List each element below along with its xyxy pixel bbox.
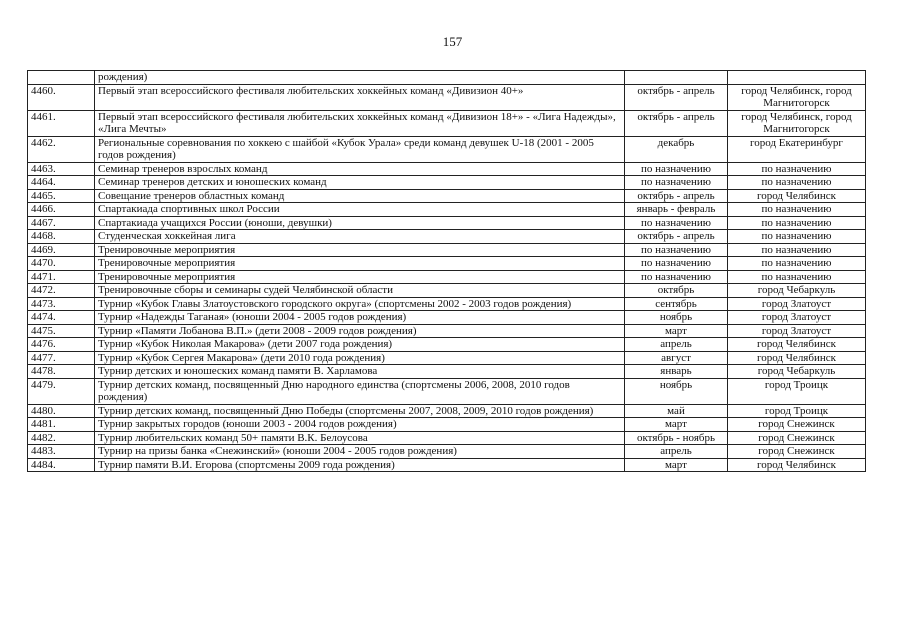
table-row — [28, 445, 866, 459]
events-table — [27, 70, 866, 472]
page-number: 157 — [442, 34, 463, 49]
table-row — [28, 378, 866, 404]
row-number: 4470. — [28, 257, 95, 271]
row-number: 4463. — [28, 162, 95, 176]
table-row — [28, 458, 866, 472]
event-name: Студенческая хоккейная лига — [95, 230, 625, 244]
event-date: январь — [625, 365, 728, 379]
event-date: ноябрь — [625, 311, 728, 325]
row-number — [28, 71, 95, 85]
row-number: 4472. — [28, 284, 95, 298]
event-place: по назначению — [728, 257, 866, 271]
table-row — [28, 297, 866, 311]
event-place: город Златоуст — [728, 324, 866, 338]
table-row — [28, 176, 866, 190]
event-name: Турнир «Памяти Лобанова В.П.» (дети 2008 - 2009 годов рождения) — [95, 324, 625, 338]
event-name: Спартакиада учащихся России (юноши, девушки) — [95, 216, 625, 230]
row-number: 4483. — [28, 445, 95, 459]
event-date: март — [625, 418, 728, 432]
table-row — [28, 418, 866, 432]
table-row — [28, 404, 866, 418]
event-name: Турнир любительских команд 50+ памяти В.К. Белоусова — [95, 431, 625, 445]
table-row — [28, 351, 866, 365]
event-place: по назначению — [728, 270, 866, 284]
row-number: 4469. — [28, 243, 95, 257]
row-number: 4464. — [28, 176, 95, 190]
event-date: сентябрь — [625, 297, 728, 311]
event-name: Семинар тренеров детских и юношеских команд — [95, 176, 625, 190]
table-row — [28, 110, 866, 136]
event-name: Семинар тренеров взрослых команд — [95, 162, 625, 176]
table-row — [28, 84, 866, 110]
event-name: Совещание тренеров областных команд — [95, 189, 625, 203]
event-date: декабрь — [625, 136, 728, 162]
event-date: март — [625, 324, 728, 338]
event-place: город Челябинск, город Магнитогорск — [728, 84, 866, 110]
event-date: ноябрь — [625, 378, 728, 404]
row-number: 4476. — [28, 338, 95, 352]
event-date: январь - февраль — [625, 203, 728, 217]
event-date: по назначению — [625, 216, 728, 230]
event-date: октябрь - апрель — [625, 230, 728, 244]
event-date: май — [625, 404, 728, 418]
row-number: 4467. — [28, 216, 95, 230]
event-place: по назначению — [728, 216, 866, 230]
event-name: рождения) — [95, 71, 625, 85]
event-place: по назначению — [728, 230, 866, 244]
event-place: город Челябинск — [728, 351, 866, 365]
table-row — [28, 230, 866, 244]
table-row — [28, 162, 866, 176]
event-name: Турнир «Надежды Таганая» (юноши 2004 - 2005 годов рождения) — [95, 311, 625, 325]
event-date: август — [625, 351, 728, 365]
event-place: город Снежинск — [728, 418, 866, 432]
table-row — [28, 365, 866, 379]
table-row — [28, 338, 866, 352]
row-number: 4473. — [28, 297, 95, 311]
event-name: Региональные соревнования по хоккею с шайбой «Кубок Урала» среди команд девушек U-18 (2001 - 2005 годов рождения) — [95, 136, 625, 162]
event-place — [728, 71, 866, 85]
row-number: 4479. — [28, 378, 95, 404]
row-number: 4460. — [28, 84, 95, 110]
event-date: апрель — [625, 338, 728, 352]
event-date: по назначению — [625, 257, 728, 271]
event-name: Первый этап всероссийского фестиваля любительских хоккейных команд «Дивизион 18+» - «Лига Надежды», «Лига Мечты» — [95, 110, 625, 136]
row-number: 4475. — [28, 324, 95, 338]
row-number: 4474. — [28, 311, 95, 325]
table-row — [28, 216, 866, 230]
event-date: октябрь — [625, 284, 728, 298]
table-row — [28, 189, 866, 203]
table-row — [28, 243, 866, 257]
event-name: Тренировочные мероприятия — [95, 243, 625, 257]
table-row — [28, 203, 866, 217]
event-date: март — [625, 458, 728, 472]
table-row — [28, 136, 866, 162]
event-place: город Троицк — [728, 378, 866, 404]
row-number: 4481. — [28, 418, 95, 432]
event-place: по назначению — [728, 203, 866, 217]
event-place: город Екатеринбург — [728, 136, 866, 162]
event-place: город Чебаркуль — [728, 284, 866, 298]
event-name: Турнир закрытых городов (юноши 2003 - 2004 годов рождения) — [95, 418, 625, 432]
table-row — [28, 431, 866, 445]
event-name: Первый этап всероссийского фестиваля любительских хоккейных команд «Дивизион 40+» — [95, 84, 625, 110]
table-row — [28, 311, 866, 325]
event-name: Спартакиада спортивных школ России — [95, 203, 625, 217]
event-date: по назначению — [625, 176, 728, 190]
table-row — [28, 284, 866, 298]
row-number: 4477. — [28, 351, 95, 365]
row-number: 4478. — [28, 365, 95, 379]
event-place: город Троицк — [728, 404, 866, 418]
event-place: город Челябинск — [728, 458, 866, 472]
event-place: город Челябинск, город Магнитогорск — [728, 110, 866, 136]
table-row — [28, 71, 866, 85]
table-row — [28, 270, 866, 284]
event-name: Турнир «Кубок Сергея Макарова» (дети 2010 года рождения) — [95, 351, 625, 365]
event-name: Турнир «Кубок Главы Златоустовского городского округа» (спортсмены 2002 - 2003 годов рождения) — [95, 297, 625, 311]
row-number: 4468. — [28, 230, 95, 244]
event-name: Турнир «Кубок Николая Макарова» (дети 2007 года рождения) — [95, 338, 625, 352]
row-number: 4480. — [28, 404, 95, 418]
event-name: Турнир памяти В.И. Егорова (спортсмены 2009 года рождения) — [95, 458, 625, 472]
event-place: город Златоуст — [728, 311, 866, 325]
event-place: город Челябинск — [728, 338, 866, 352]
row-number: 4466. — [28, 203, 95, 217]
row-number: 4482. — [28, 431, 95, 445]
row-number: 4465. — [28, 189, 95, 203]
event-date: октябрь - ноябрь — [625, 431, 728, 445]
event-name: Тренировочные мероприятия — [95, 270, 625, 284]
row-number: 4471. — [28, 270, 95, 284]
row-number: 4461. — [28, 110, 95, 136]
event-place: город Снежинск — [728, 431, 866, 445]
event-name: Тренировочные сборы и семинары судей Челябинской области — [95, 284, 625, 298]
event-place: город Чебаркуль — [728, 365, 866, 379]
event-date: октябрь - апрель — [625, 84, 728, 110]
event-place: по назначению — [728, 243, 866, 257]
table-row — [28, 257, 866, 271]
event-place: по назначению — [728, 176, 866, 190]
event-place: город Снежинск — [728, 445, 866, 459]
event-name: Турнир детских команд, посвященный Дню народного единства (спортсмены 2006, 2008, 2010 годов рождения) — [95, 378, 625, 404]
event-date — [625, 71, 728, 85]
event-name: Тренировочные мероприятия — [95, 257, 625, 271]
row-number: 4484. — [28, 458, 95, 472]
event-date: по назначению — [625, 270, 728, 284]
event-name: Турнир на призы банка «Снежинский» (юноши 2004 - 2005 годов рождения) — [95, 445, 625, 459]
event-place: по назначению — [728, 162, 866, 176]
event-name: Турнир детских команд, посвященный Дню Победы (спортсмены 2007, 2008, 2009, 2010 годов рождения) — [95, 404, 625, 418]
event-date: по назначению — [625, 243, 728, 257]
event-place: город Златоуст — [728, 297, 866, 311]
event-date: апрель — [625, 445, 728, 459]
event-date: октябрь - апрель — [625, 189, 728, 203]
event-place: город Челябинск — [728, 189, 866, 203]
event-date: октябрь - апрель — [625, 110, 728, 136]
event-date: по назначению — [625, 162, 728, 176]
row-number: 4462. — [28, 136, 95, 162]
event-name: Турнир детских и юношеских команд памяти В. Харламова — [95, 365, 625, 379]
table-row — [28, 324, 866, 338]
